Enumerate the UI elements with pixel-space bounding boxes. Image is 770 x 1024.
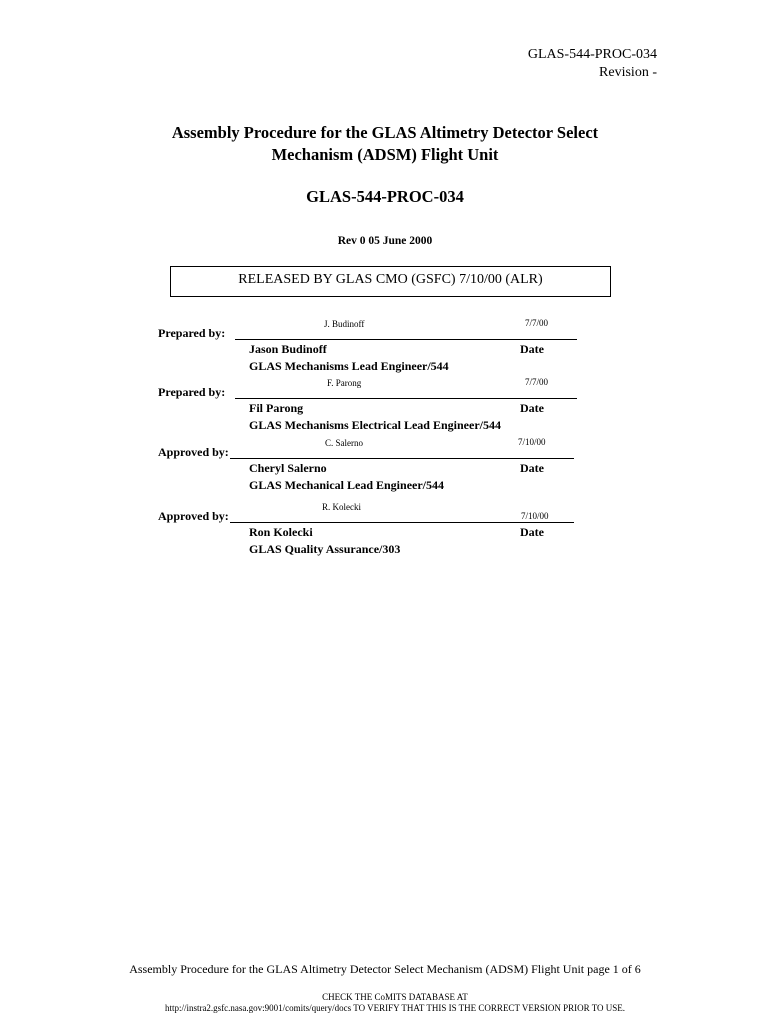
signature-date: 7/10/00 bbox=[518, 437, 546, 447]
signature-text: F. Parong bbox=[327, 378, 362, 388]
version-notice-line-2: http://instra2.gsfc.nasa.gov:9001/comits/query/docs TO VERIFY THAT THIS IS THE CORRECT VERSION PRIOR TO USE. bbox=[164, 1003, 626, 1013]
revision-date: Rev 0 05 June 2000 bbox=[337, 235, 433, 247]
signer-title: GLAS Quality Assurance/303 bbox=[249, 542, 401, 556]
title-line-2: Mechanism (ADSM) Flight Unit bbox=[271, 145, 499, 164]
signature-text: C. Salerno bbox=[325, 438, 363, 448]
signature-role: Prepared by: bbox=[158, 385, 226, 399]
version-notice-line-1: CHECK THE CoMITS DATABASE AT bbox=[322, 992, 468, 1002]
signature-line bbox=[235, 339, 577, 340]
version-notice bbox=[0, 992, 770, 1014]
document-number: GLAS-544-PROC-034 bbox=[306, 187, 464, 206]
signature-block bbox=[0, 437, 770, 505]
signature-block bbox=[0, 502, 770, 569]
date-label: Date bbox=[520, 401, 544, 415]
signature-block bbox=[0, 377, 770, 445]
signer-name: Cheryl Salerno bbox=[249, 461, 327, 475]
signature-line bbox=[230, 458, 574, 459]
date-label: Date bbox=[520, 525, 544, 539]
signature-line bbox=[235, 398, 577, 399]
date-label: Date bbox=[520, 461, 544, 475]
signer-name: Ron Kolecki bbox=[249, 525, 313, 539]
release-stamp: RELEASED BY GLAS CMO (GSFC) 7/10/00 (ALR) bbox=[170, 266, 611, 297]
signer-name: Jason Budinoff bbox=[249, 342, 327, 356]
signature-date: 7/7/00 bbox=[525, 377, 549, 387]
signature-block bbox=[0, 318, 770, 386]
signature-role: Approved by: bbox=[158, 445, 229, 459]
signer-name: Fil Parong bbox=[249, 401, 304, 415]
page-header bbox=[528, 46, 657, 82]
header-revision: Revision - bbox=[599, 65, 657, 80]
page-footer: Assembly Procedure for the GLAS Altimetry Detector Select Mechanism (ADSM) Flight Unit page 1 of 6 bbox=[129, 962, 641, 976]
signature-role: Prepared by: bbox=[158, 326, 226, 340]
signature-date: 7/7/00 bbox=[525, 318, 549, 328]
signer-title: GLAS Mechanisms Lead Engineer/544 bbox=[249, 359, 449, 373]
signature-text: J. Budinoff bbox=[324, 319, 365, 329]
title-line-1: Assembly Procedure for the GLAS Altimetry Detector Select bbox=[171, 123, 599, 142]
signature-text: R. Kolecki bbox=[322, 502, 361, 512]
signer-title: GLAS Mechanisms Electrical Lead Engineer/544 bbox=[249, 418, 501, 432]
header-doc-number: GLAS-544-PROC-034 bbox=[527, 47, 657, 62]
date-label: Date bbox=[520, 342, 544, 356]
signer-title: GLAS Mechanical Lead Engineer/544 bbox=[249, 478, 444, 492]
signature-date: 7/10/00 bbox=[521, 511, 549, 521]
signature-role: Approved by: bbox=[158, 509, 229, 523]
signature-line bbox=[230, 522, 574, 523]
document-title bbox=[0, 122, 770, 166]
